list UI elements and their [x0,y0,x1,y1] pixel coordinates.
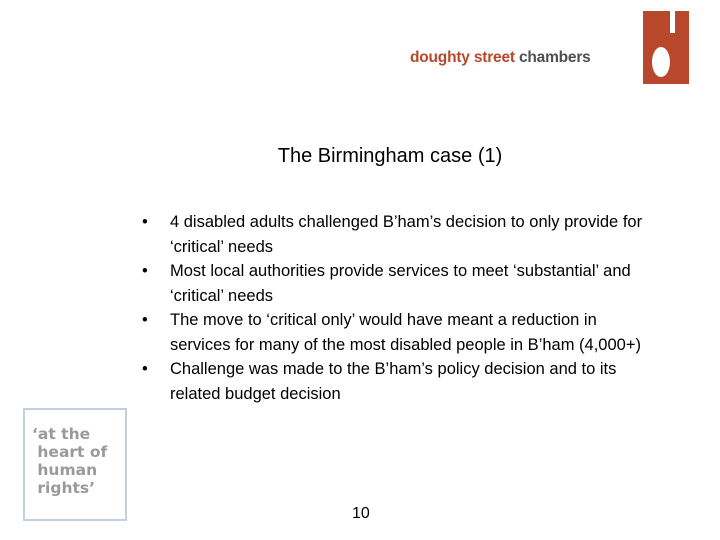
bullet-icon: • [142,360,148,378]
bullet-text: Challenge was made to the B’ham’s policy decision and to its related budget decision [170,360,617,403]
page-number: 10 [352,505,370,522]
bullet-item [128,259,648,308]
bullet-icon: • [142,213,148,231]
bullet-text: 4 disabled adults challenged B’ham’s decision to only provide for ‘critical’ needs [170,213,643,256]
bullet-text: The move to ‘critical only’ would have meant a reduction in services for many of the most disabled people in B’ham (4,000+) [170,311,641,354]
tagline-text: ‘at the heart of human rights’ [32,425,108,497]
bullet-item [128,357,648,406]
slide-title: The Birmingham case (1) [277,145,503,167]
bullet-icon: • [142,262,148,280]
tagline-box [23,408,127,521]
bullet-item [128,210,648,259]
bullet-list [128,210,648,406]
brand-name [410,49,591,67]
bullet-text: Most local authorities provide services to meet ‘substantial’ and ‘critical’ needs [170,262,631,305]
brand-name-part2: chambers [514,49,591,66]
brand-name-part1: doughty street [410,49,515,66]
d-letter-logo-icon [643,11,689,84]
bullet-item [128,308,648,357]
bullet-icon: • [142,311,148,329]
